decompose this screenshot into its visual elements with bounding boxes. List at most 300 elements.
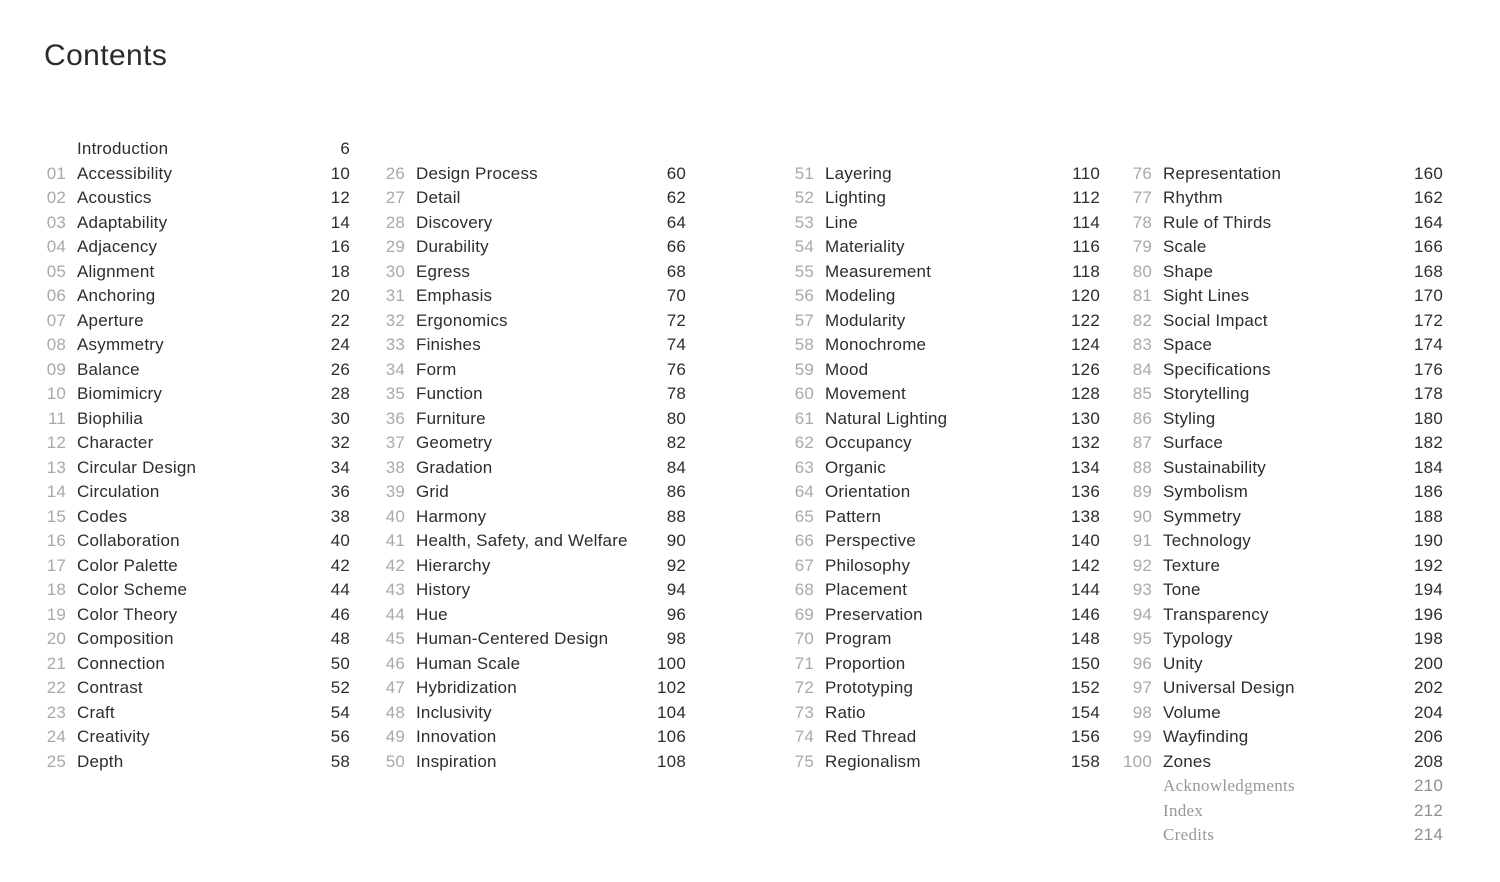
entry-number: 36 [385, 408, 405, 428]
toc-entry [792, 701, 1100, 726]
entry-title: Modeling [825, 286, 896, 305]
toc-entry [383, 382, 686, 407]
entry-title: Ergonomics [416, 310, 508, 330]
entry-number: 73 [794, 702, 814, 722]
entry-number: 71 [794, 653, 814, 673]
toc-entry [383, 235, 686, 260]
entry-number: 93 [1132, 580, 1152, 599]
toc-entry [1122, 750, 1443, 775]
toc-column-3 [792, 162, 1100, 775]
entry-title: Introduction [77, 139, 169, 158]
entry-title: Natural Lighting [825, 408, 948, 428]
entry-number: 72 [794, 678, 814, 697]
entry-number: 14 [46, 482, 66, 501]
entry-page-number: 30 [330, 408, 350, 428]
entry-title: Materiality [825, 237, 905, 256]
entry-title: Surface [1163, 433, 1223, 452]
entry-page-number: 12 [330, 188, 350, 207]
entry-page-number: 50 [330, 653, 350, 673]
entry-title: Gradation [416, 457, 493, 477]
toc-entry [1122, 505, 1443, 530]
entry-title: Emphasis [416, 286, 493, 305]
entry-page-number: 28 [330, 384, 350, 403]
toc-entry [44, 652, 350, 677]
entry-number: 70 [794, 629, 814, 648]
toc-entry [792, 554, 1100, 579]
toc-entry [792, 578, 1100, 603]
entry-page-number: 208 [1414, 751, 1443, 771]
entry-number: 09 [46, 359, 66, 379]
entry-page-number: 178 [1414, 384, 1443, 403]
entry-title: Organic [825, 457, 886, 477]
entry-title: Grid [416, 482, 449, 501]
entry-number: 80 [1132, 261, 1152, 281]
entry-title: Credits [1163, 825, 1215, 844]
entry-title: Sight Lines [1163, 286, 1250, 305]
entry-number: 79 [1132, 237, 1152, 256]
entry-title: Perspective [825, 531, 917, 550]
entry-page-number: 212 [1414, 800, 1443, 820]
entry-title: Layering [825, 163, 892, 183]
toc-entry [383, 750, 686, 775]
entry-page-number: 66 [666, 237, 686, 256]
entry-title: Form [416, 359, 457, 379]
entry-number: 40 [385, 506, 405, 526]
toc-entry [1122, 309, 1443, 334]
entry-page-number: 182 [1414, 433, 1443, 452]
toc-entry [44, 603, 350, 628]
entry-page-number: 164 [1414, 212, 1443, 232]
toc-entry [792, 480, 1100, 505]
entry-page-number: 92 [666, 555, 686, 575]
entry-page-number: 74 [666, 335, 686, 354]
entry-title: Aperture [77, 310, 144, 330]
toc-entry [383, 431, 686, 456]
entry-number: 10 [46, 384, 66, 403]
entry-page-number: 22 [330, 310, 350, 330]
entry-title: Alignment [77, 261, 155, 281]
entry-page-number: 158 [1071, 751, 1100, 771]
entry-title: Inclusivity [416, 702, 492, 722]
entry-title: Pattern [825, 506, 882, 526]
entry-page-number: 206 [1414, 727, 1443, 746]
entry-page-number: 18 [330, 261, 350, 281]
toc-entry [383, 554, 686, 579]
entry-number: 78 [1132, 212, 1152, 232]
back-matter-entry [1122, 823, 1443, 848]
entry-title: Styling [1163, 408, 1216, 428]
entry-number: 59 [794, 359, 814, 379]
entry-title: Social Impact [1163, 310, 1268, 330]
toc-entry [383, 529, 686, 554]
entry-number: 52 [794, 188, 814, 207]
entry-page-number: 102 [657, 678, 686, 697]
entry-title: Collaboration [77, 531, 180, 550]
entry-title: Color Scheme [77, 580, 188, 599]
entry-title: Placement [825, 580, 908, 599]
entry-page-number: 172 [1414, 310, 1443, 330]
entry-title: Inspiration [416, 751, 497, 771]
entry-page-number: 150 [1071, 653, 1100, 673]
entry-title: Biomimicry [77, 384, 163, 403]
entry-title: Measurement [825, 261, 932, 281]
entry-page-number: 10 [330, 163, 350, 183]
entry-page-number: 112 [1072, 188, 1100, 207]
toc-entry [792, 407, 1100, 432]
toc-entry [1122, 431, 1443, 456]
entry-number: 41 [385, 531, 405, 550]
entry-number: 13 [46, 457, 66, 477]
toc-entry [383, 652, 686, 677]
entry-page-number: 114 [1072, 212, 1100, 232]
entry-page-number: 204 [1414, 702, 1443, 722]
entry-number: 38 [385, 457, 405, 477]
entry-page-number: 78 [666, 384, 686, 403]
entry-title: Philosophy [825, 555, 911, 575]
toc-entry [792, 186, 1100, 211]
entry-title: Character [77, 433, 154, 452]
entry-number: 33 [385, 335, 405, 354]
entry-page-number: 180 [1414, 408, 1443, 428]
toc-column-2 [383, 162, 686, 775]
entry-title: Texture [1163, 555, 1221, 575]
entry-page-number: 140 [1071, 531, 1100, 550]
entry-title: Finishes [416, 335, 481, 354]
entry-page-number: 46 [330, 604, 350, 624]
entry-number: 87 [1132, 433, 1152, 452]
toc-entry [1122, 603, 1443, 628]
entry-page-number: 116 [1072, 237, 1100, 256]
entry-title: Function [416, 384, 483, 403]
entry-page-number: 84 [666, 457, 686, 477]
entry-number: 28 [385, 212, 405, 232]
entry-number: 21 [46, 653, 66, 673]
entry-number: 91 [1132, 531, 1152, 550]
entry-number: 29 [385, 237, 405, 256]
entry-page-number: 130 [1071, 408, 1100, 428]
entry-title: Scale [1163, 237, 1207, 256]
toc-entry [792, 382, 1100, 407]
entry-title: Accessibility [77, 163, 173, 183]
entry-number: 76 [1132, 163, 1152, 183]
toc-entry [383, 407, 686, 432]
toc-entry [792, 725, 1100, 750]
toc-column-4 [1122, 162, 1443, 848]
entry-page-number: 144 [1071, 580, 1100, 599]
entry-title: Transparency [1163, 604, 1269, 624]
entry-page-number: 62 [666, 188, 686, 207]
entry-title: Shape [1163, 261, 1214, 281]
toc-entry [792, 652, 1100, 677]
entry-title: Regionalism [825, 751, 921, 771]
entry-number: 23 [46, 702, 66, 722]
toc-entry [383, 211, 686, 236]
entry-title: Lighting [825, 188, 887, 207]
entry-page-number: 64 [666, 212, 686, 232]
entry-page-number: 190 [1414, 531, 1443, 550]
entry-page-number: 170 [1414, 286, 1443, 305]
entry-title: Human-Centered Design [416, 629, 609, 648]
entry-title: Innovation [416, 727, 497, 746]
page-title: Contents [44, 39, 168, 72]
entry-page-number: 56 [330, 727, 350, 746]
entry-number: 04 [46, 237, 66, 256]
entry-title: Index [1163, 800, 1204, 820]
toc-entry [792, 235, 1100, 260]
entry-number: 81 [1132, 286, 1152, 305]
entry-number: 94 [1132, 604, 1152, 624]
entry-title: Symmetry [1163, 506, 1242, 526]
entry-title: Circular Design [77, 457, 197, 477]
toc-entry [44, 554, 350, 579]
entry-page-number: 128 [1071, 384, 1100, 403]
entry-number: 35 [385, 384, 405, 403]
entry-title: Occupancy [825, 433, 912, 452]
entry-page-number: 98 [666, 629, 686, 648]
entry-number: 16 [46, 531, 66, 550]
entry-title: Health, Safety, and Welfare [416, 531, 628, 550]
entry-page-number: 192 [1414, 555, 1443, 575]
entry-title: Adjacency [77, 237, 158, 256]
toc-entry [792, 505, 1100, 530]
entry-number: 39 [385, 482, 405, 501]
toc-entry [383, 578, 686, 603]
entry-page-number: 184 [1414, 457, 1443, 477]
entry-number: 27 [385, 188, 405, 207]
toc-entry [44, 382, 350, 407]
toc-entry [383, 162, 686, 187]
entry-page-number: 214 [1414, 825, 1443, 844]
entry-page-number: 54 [330, 702, 350, 722]
entry-number: 53 [794, 212, 814, 232]
entry-number: 86 [1132, 408, 1152, 428]
toc-entry [44, 137, 350, 162]
entry-title: Unity [1163, 653, 1203, 673]
entry-page-number: 176 [1414, 359, 1443, 379]
entry-page-number: 48 [330, 629, 350, 648]
entry-title: Universal Design [1163, 678, 1295, 697]
entry-number: 92 [1132, 555, 1152, 575]
back-matter-entry [1122, 799, 1443, 824]
entry-number: 100 [1123, 751, 1152, 771]
entry-title: Modularity [825, 310, 906, 330]
toc-entry [1122, 162, 1443, 187]
entry-number: 51 [794, 163, 814, 183]
toc-entry [44, 333, 350, 358]
entry-page-number: 94 [666, 580, 686, 599]
entry-page-number: 60 [666, 163, 686, 183]
toc-entry [44, 505, 350, 530]
entry-page-number: 186 [1414, 482, 1443, 501]
entry-page-number: 76 [666, 359, 686, 379]
entry-number: 02 [46, 188, 66, 207]
entry-number: 58 [794, 335, 814, 354]
entry-page-number: 160 [1414, 163, 1443, 183]
toc-entry [1122, 578, 1443, 603]
entry-title: Contrast [77, 678, 143, 697]
entry-title: Representation [1163, 163, 1282, 183]
toc-entry [44, 627, 350, 652]
entry-number: 96 [1132, 653, 1152, 673]
entry-number: 11 [47, 408, 66, 428]
entry-title: Hue [416, 604, 448, 624]
entry-number: 30 [385, 261, 405, 281]
entry-title: Volume [1163, 702, 1221, 722]
entry-title: Space [1163, 335, 1213, 354]
toc-entry [383, 603, 686, 628]
toc-entry [383, 186, 686, 211]
toc-entry [44, 750, 350, 775]
toc-entry [44, 480, 350, 505]
entry-number: 74 [794, 727, 814, 746]
entry-number: 97 [1132, 678, 1152, 697]
entry-title: Geometry [416, 433, 493, 452]
entry-title: Rule of Thirds [1163, 212, 1272, 232]
toc-entry [792, 456, 1100, 481]
entry-number: 61 [794, 408, 814, 428]
entry-number: 15 [46, 506, 66, 526]
toc-entry [792, 750, 1100, 775]
toc-entry [792, 358, 1100, 383]
entry-title: Proportion [825, 653, 906, 673]
entry-number: 90 [1132, 506, 1152, 526]
entry-title: Craft [77, 702, 115, 722]
toc-entry [1122, 652, 1443, 677]
entry-number: 88 [1132, 457, 1152, 477]
entry-page-number: 202 [1414, 678, 1443, 697]
toc-entry [44, 431, 350, 456]
entry-title: Hierarchy [416, 555, 491, 575]
toc-entry [792, 431, 1100, 456]
entry-number: 20 [46, 629, 66, 648]
entry-title: Color Palette [77, 555, 178, 575]
entry-page-number: 86 [666, 482, 686, 501]
entry-number: 48 [385, 702, 405, 722]
entry-number: 98 [1132, 702, 1152, 722]
toc-entry [383, 505, 686, 530]
entry-page-number: 118 [1072, 261, 1100, 281]
entry-page-number: 138 [1071, 506, 1100, 526]
entry-number: 32 [385, 310, 405, 330]
entry-number: 44 [385, 604, 405, 624]
entry-page-number: 72 [666, 310, 686, 330]
entry-page-number: 42 [330, 555, 350, 575]
entry-page-number: 110 [1072, 163, 1100, 183]
entry-number: 64 [794, 482, 814, 501]
entry-title: Balance [77, 359, 140, 379]
entry-number: 42 [385, 555, 405, 575]
entry-page-number: 106 [657, 727, 686, 746]
entry-number: 62 [794, 433, 814, 452]
toc-entry [1122, 333, 1443, 358]
entry-number: 54 [794, 237, 814, 256]
entry-title: Creativity [77, 727, 150, 746]
entry-page-number: 146 [1071, 604, 1100, 624]
toc-entry [383, 701, 686, 726]
entry-number: 89 [1132, 482, 1152, 501]
entry-number: 45 [385, 629, 405, 648]
entry-number: 95 [1132, 629, 1152, 648]
entry-page-number: 100 [657, 653, 686, 673]
entry-title: Symbolism [1163, 482, 1248, 501]
toc-entry [44, 235, 350, 260]
entry-number: 18 [46, 580, 66, 599]
toc-entry [383, 676, 686, 701]
entry-page-number: 108 [657, 751, 686, 771]
toc-entry [1122, 529, 1443, 554]
entry-title: Prototyping [825, 678, 914, 697]
entry-page-number: 152 [1071, 678, 1100, 697]
entry-number: 63 [794, 457, 814, 477]
entry-number: 31 [385, 286, 405, 305]
entry-number: 37 [385, 433, 405, 452]
entry-title: Wayfinding [1163, 727, 1249, 746]
entry-page-number: 40 [330, 531, 350, 550]
entry-title: Egress [416, 261, 471, 281]
toc-entry [1122, 382, 1443, 407]
toc-entry [44, 260, 350, 285]
toc-entry [44, 284, 350, 309]
entry-number: 82 [1132, 310, 1152, 330]
entry-number: 83 [1132, 335, 1152, 354]
entry-number: 60 [794, 384, 814, 403]
toc-entry [792, 529, 1100, 554]
entry-page-number: 38 [330, 506, 350, 526]
entry-title: Detail [416, 188, 461, 207]
toc-entry [1122, 284, 1443, 309]
toc-entry [1122, 186, 1443, 211]
toc-entry [1122, 211, 1443, 236]
entry-title: Composition [77, 629, 174, 648]
entry-page-number: 70 [666, 286, 686, 305]
entry-title: Program [825, 629, 892, 648]
entry-title: Human Scale [416, 653, 521, 673]
entry-page-number: 32 [330, 433, 350, 452]
entry-page-number: 24 [330, 335, 350, 354]
entry-page-number: 34 [330, 457, 350, 477]
toc-entry [383, 333, 686, 358]
entry-page-number: 122 [1071, 310, 1100, 330]
entry-page-number: 20 [330, 286, 350, 305]
entry-title: Durability [416, 237, 489, 256]
entry-page-number: 26 [330, 359, 350, 379]
entry-page-number: 80 [666, 408, 686, 428]
toc-entry [1122, 235, 1443, 260]
entry-number: 17 [46, 555, 66, 575]
toc-entry [44, 211, 350, 236]
entry-number: 43 [385, 580, 405, 599]
toc-entry [44, 676, 350, 701]
entry-number: 57 [794, 310, 814, 330]
entry-title: Harmony [416, 506, 487, 526]
entry-title: Mood [825, 359, 869, 379]
entry-number: 12 [46, 433, 66, 452]
entry-title: Specifications [1163, 359, 1271, 379]
entry-page-number: 174 [1414, 335, 1443, 354]
entry-title: Acoustics [77, 188, 152, 207]
entry-title: Adaptability [77, 212, 168, 232]
toc-entry [44, 309, 350, 334]
entry-number: 67 [794, 555, 814, 575]
entry-number: 25 [46, 751, 66, 771]
entry-page-number: 196 [1414, 604, 1443, 624]
toc-entry [1122, 358, 1443, 383]
entry-number: 03 [46, 212, 66, 232]
entry-title: Storytelling [1163, 384, 1250, 403]
entry-title: Furniture [416, 408, 486, 428]
toc-entry [792, 309, 1100, 334]
toc-entry [792, 676, 1100, 701]
